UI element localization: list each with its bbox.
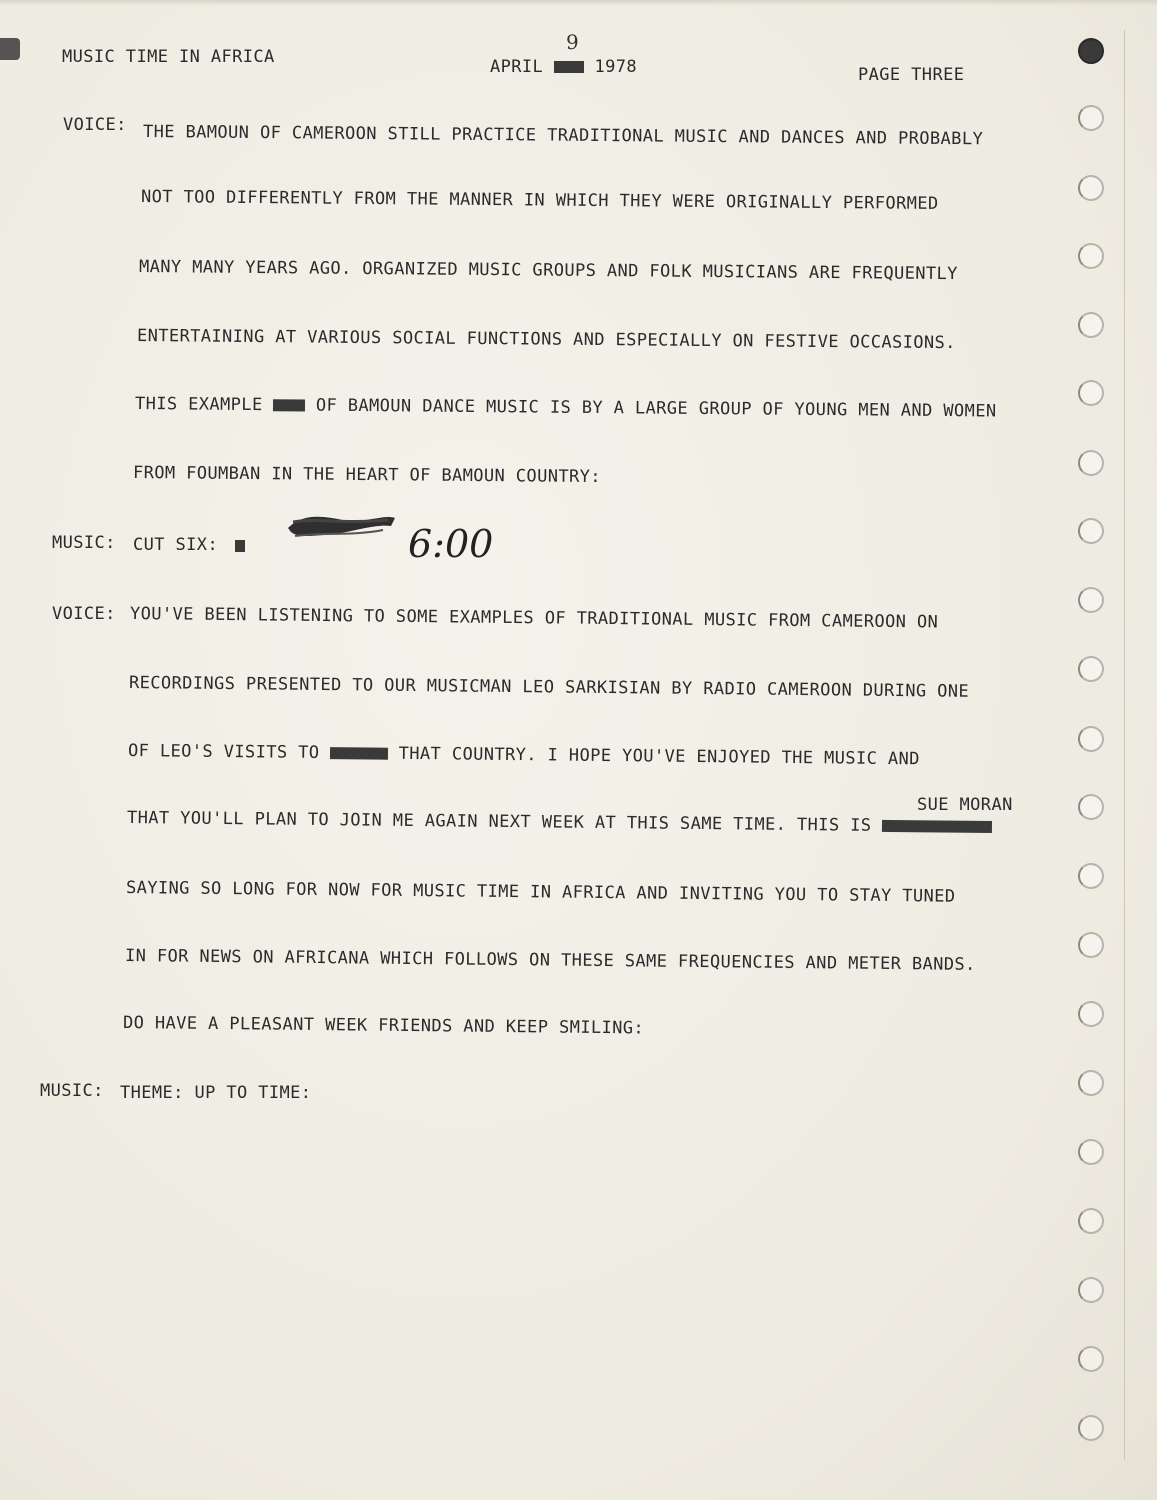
binder-hole xyxy=(1078,312,1104,338)
binder-hole xyxy=(1078,1139,1104,1165)
page-label: PAGE THREE xyxy=(858,65,965,85)
binder-hole xyxy=(1078,175,1104,201)
voice2-fragment: THAT YOU'LL PLAN TO JOIN ME AGAIN NEXT WEEK AT THIS SAME TIME. THIS IS xyxy=(126,808,872,836)
music-cue: CUT SIX: xyxy=(133,535,219,555)
binder-hole xyxy=(1078,518,1104,544)
page-top-edge xyxy=(0,0,1157,6)
voice2-line: SAYING SO LONG FOR NOW FOR MUSIC TIME IN AFRICA AND INVITING YOU TO STAY TUNED xyxy=(125,878,956,907)
handwritten-day: 9 xyxy=(566,30,579,54)
binder-hole xyxy=(1078,1070,1104,1096)
voice-label: VOICE: xyxy=(63,115,127,135)
left-edge-mark xyxy=(0,38,20,60)
voice2-fragment: OF LEO'S VISITS TO xyxy=(127,741,320,764)
binder-hole xyxy=(1078,380,1104,406)
binder-hole xyxy=(1078,932,1104,958)
binder-hole xyxy=(1078,863,1104,889)
voice2-line xyxy=(127,810,992,836)
voice1-line: FROM FOUMBAN IN THE HEART OF BAMOUN COUNTRY: xyxy=(132,463,602,488)
voice1-line: THE BAMOUN OF CAMEROON STILL PRACTICE TRADITIONAL MUSIC AND DANCES AND PROBABLY xyxy=(142,122,984,150)
binder-hole xyxy=(1078,726,1104,752)
voice2-line: DO HAVE A PLEASANT WEEK FRIENDS AND KEEP SMILING: xyxy=(122,1013,645,1039)
struck-mark xyxy=(235,540,245,552)
binder-hole xyxy=(1078,243,1104,269)
voice1-line: MANY MANY YEARS AGO. ORGANIZED MUSIC GROUPS AND FOLK MUSICIANS ARE FREQUENTLY xyxy=(138,257,958,285)
typed-insert-name: SUE MORAN xyxy=(917,795,1013,815)
voice1-line: ENTERTAINING AT VARIOUS SOCIAL FUNCTIONS AND ESPECIALLY ON FESTIVE OCCASIONS. xyxy=(136,326,956,354)
binder-hole xyxy=(1078,794,1104,820)
binder-hole xyxy=(1078,656,1104,682)
voice2-line xyxy=(128,743,920,768)
voice-label: VOICE: xyxy=(52,604,116,624)
binder-hole xyxy=(1078,1208,1104,1234)
binder-hole xyxy=(1078,1277,1104,1303)
voice2-line: YOU'VE BEEN LISTENING TO SOME EXAMPLES OF TRADITIONAL MUSIC FROM CAMEROON ON xyxy=(129,604,939,633)
struck-word xyxy=(273,399,305,411)
voice2-line: IN FOR NEWS ON AFRICANA WHICH FOLLOWS ON THESE SAME FREQUENCIES AND METER BANDS. xyxy=(124,946,976,975)
right-margin-line xyxy=(1124,30,1125,1460)
date-month: APRIL xyxy=(490,57,544,77)
scribbled-out-time xyxy=(283,508,398,544)
binder-hole xyxy=(1078,450,1104,476)
voice1-line xyxy=(135,396,997,421)
binder-hole xyxy=(1078,38,1104,64)
music-cue: THEME: UP TO TIME: xyxy=(120,1083,312,1103)
binder-hole xyxy=(1078,1346,1104,1372)
handwritten-time: 6:00 xyxy=(408,522,494,566)
voice1-fragment: THIS EXAMPLE xyxy=(134,394,263,416)
binder-hole xyxy=(1078,1415,1104,1441)
voice1-line: NOT TOO DIFFERENTLY FROM THE MANNER IN WHICH THEY WERE ORIGINALLY PERFORMED xyxy=(140,187,939,214)
voice1-fragment: OF BAMOUN DANCE MUSIC IS BY A LARGE GROUP OF YOUNG MEN AND WOMEN xyxy=(315,395,997,422)
binder-hole xyxy=(1078,587,1104,613)
program-title: MUSIC TIME IN AFRICA xyxy=(62,47,275,67)
music-label: MUSIC: xyxy=(52,533,116,553)
date-struck-day xyxy=(554,61,584,73)
date-year: 1978 xyxy=(594,57,638,77)
music-label: MUSIC: xyxy=(40,1081,104,1101)
struck-word xyxy=(330,747,388,760)
binder-hole xyxy=(1078,1001,1104,1027)
struck-word xyxy=(882,820,992,833)
voice2-fragment: THAT COUNTRY. I HOPE YOU'VE ENJOYED THE MUSIC AND xyxy=(398,743,920,770)
date-line xyxy=(490,59,637,76)
voice2-line: RECORDINGS PRESENTED TO OUR MUSICMAN LEO SARKISIAN BY RADIO CAMEROON DURING ONE xyxy=(128,673,970,702)
binder-hole xyxy=(1078,105,1104,131)
